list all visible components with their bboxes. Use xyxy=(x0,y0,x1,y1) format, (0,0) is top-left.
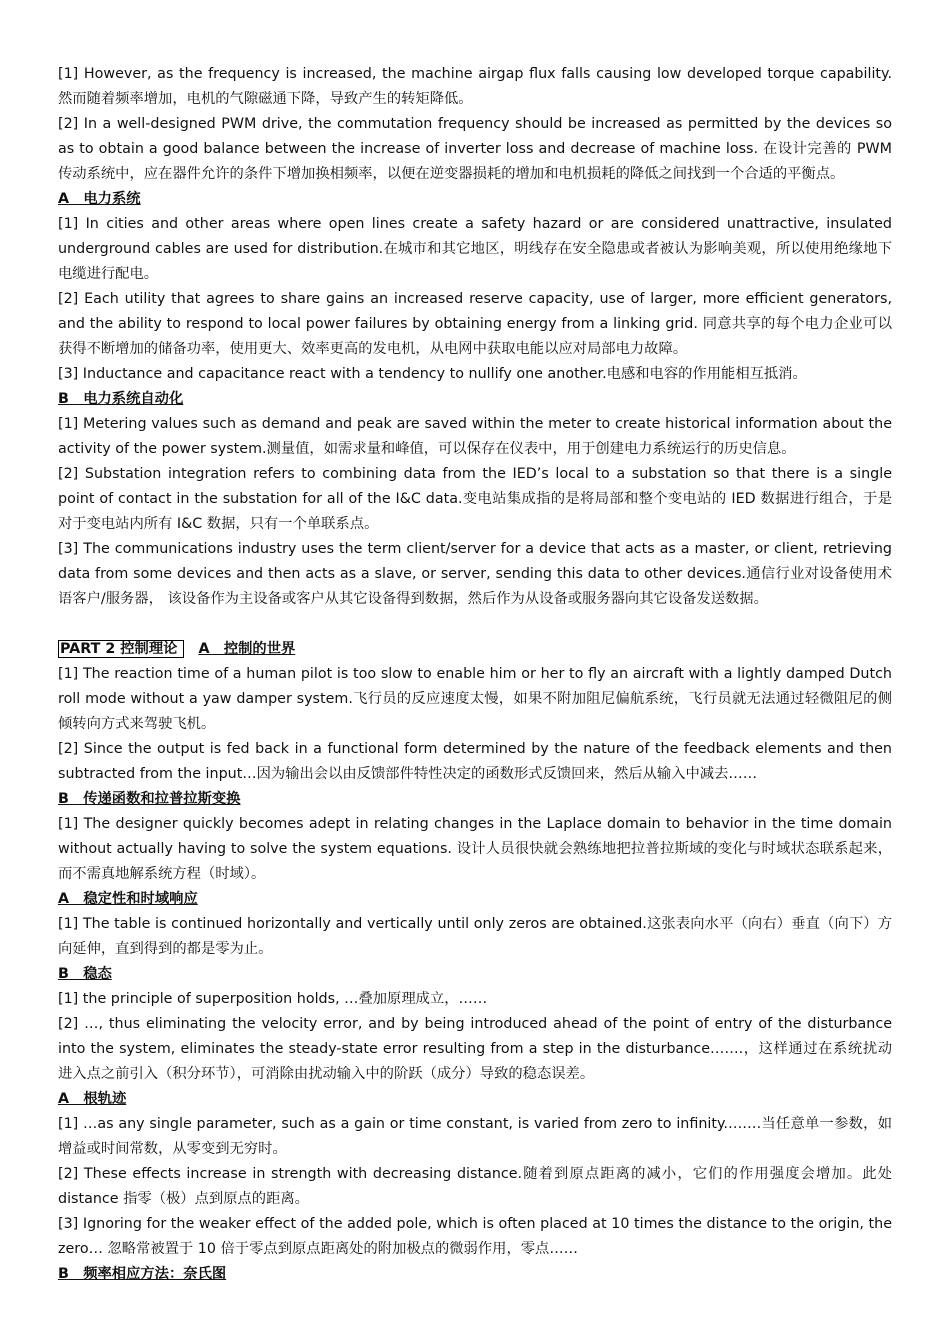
paragraph: [1] The designer quickly becomes adept in relating changes in the Laplace domain to behavior in the time domain without actually having to solve the system equations. 设计人员很快就会熟练地把拉普拉斯域的变化与时域状态联系起来，而不需真地解系统方程（时域）。 xyxy=(58,816,892,882)
section-heading xyxy=(58,887,892,912)
heading-text: B 电力系统自动化 xyxy=(58,391,184,407)
paragraph: [1] The reaction time of a human pilot is too slow to enable him or her to fly an aircraft with a lightly damped Dutch roll mode without a yaw damper system.飞行员的反应速度太慢，如果不附加阻尼偏航系统，飞行员就无法通过轻微阻尼的侧倾转向方式来驾驶飞机。 xyxy=(58,666,892,732)
paragraph: [2] …, thus eliminating the velocity error, and by being introduced ahead of the point of entry of the disturbance into the system, eliminates the steady-state error resulting from a step in the disturbance…….，这样通过在系统扰动进入点之前引入（积分环节），可消除由扰动输入中的阶跃（成分）导致的稳态误差。 xyxy=(58,1016,892,1082)
section-heading xyxy=(58,1262,892,1287)
spacer xyxy=(58,612,892,637)
paragraph: [2] Each utility that agrees to share gains an increased reserve capacity, use of larger, more efficient generators, and the ability to respond to local power failures by obtaining energy from a linking grid. 同意共享的每个电力企业可以获得不断增加的储备功率，使用更大、效率更高的发电机，从电网中获取电能以应对局部电力故障。 xyxy=(58,291,892,357)
heading-text: A 电力系统 xyxy=(58,191,141,207)
paragraph: [3] Inductance and capacitance react with a tendency to nullify one another.电感和电容的作用能相互抵消。 xyxy=(58,366,807,382)
heading-text: B 传递函数和拉普拉斯变换 xyxy=(58,791,241,807)
paragraph: [1] In cities and other areas where open lines create a safety hazard or are considered unattractive, insulated underground cables are used for distribution.在城市和其它地区，明线存在安全隐患或者被认为影响美观，所以使用绝缘地下电缆进行配电。 xyxy=(58,216,892,282)
part-heading xyxy=(58,637,892,662)
paragraph: [1] However, as the frequency is increased, the machine airgap flux falls causing low developed torque capability. 然而随着频率增加，电机的气隙磁通下降，导致产生的转矩降低。 xyxy=(58,66,892,107)
section-heading xyxy=(58,187,892,212)
paragraph: [1] The table is continued horizontally and vertically until only zeros are obtained.这张表向水平（向右）垂直（向下）方向延伸，直到得到的都是零为止。 xyxy=(58,916,892,957)
paragraph: [1] …as any single parameter, such as a gain or time constant, is varied from zero to infinity.…….当任意单一参数，如增益或时间常数，从零变到无穷时。 xyxy=(58,1116,892,1157)
heading-text: B 频率相应方法：奈氏图 xyxy=(58,1266,227,1282)
paragraph: [1] Metering values such as demand and peak are saved within the meter to create historical information about the activity of the power system.测量值，如需求量和峰值，可以保存在仪表中，用于创建电力系统运行的历史信息。 xyxy=(58,416,892,457)
paragraph: [2] Substation integration refers to combining data from the IED’s local to a substation so that there is a single point of contact in the substation for all of the I&C data.变电站集成指的是将局部和整个变电站的 IED 数据进行组合，于是对于变电站内所有 I&C 数据，只有一个单联系点。 xyxy=(58,466,892,532)
paragraph: [2] Since the output is fed back in a functional form determined by the nature of the feedback elements and then subtracted from the input…因为输出会以由反馈部件特性决定的函数形式反馈回来，然后从输入中减去…… xyxy=(58,741,892,782)
section-heading xyxy=(58,1087,892,1112)
part-label: PART 2 控制理论 xyxy=(58,640,184,658)
paragraph: [1] the principle of superposition holds, …叠加原理成立，…… xyxy=(58,991,488,1007)
heading-text: B 稳态 xyxy=(58,966,112,982)
section-heading xyxy=(58,962,892,987)
heading-text: A 控制的世界 xyxy=(198,641,296,657)
paragraph: [3] The communications industry uses the term client/server for a device that acts as a master, or client, retrieving data from some devices and then acts as a slave, or server, sending this data to other devices.通信行业对设备使用术语客户/服务器， 该设备作为主设备或客户从其它设备得到数据，然后作为从设备或服务器向其它设备发送数据。 xyxy=(58,541,892,607)
heading-text: A 根轨迹 xyxy=(58,1091,127,1107)
heading-text: A 稳定性和时域响应 xyxy=(58,891,198,907)
document-page xyxy=(58,62,892,1287)
section-heading xyxy=(58,787,892,812)
paragraph: [2] These effects increase in strength with decreasing distance.随着到原点距离的减小，它们的作用强度会增加。此处 distance 指零（极）点到原点的距离。 xyxy=(58,1166,892,1207)
section-heading xyxy=(58,387,892,412)
paragraph: [2] In a well-designed PWM drive, the commutation frequency should be increased as permitted by the devices so as to obtain a good balance between the increase of inverter loss and decrease of machine loss. 在设计完善的 PWM 传动系统中，应在器件允许的条件下增加换相频率，以便在逆变器损耗的增加和电机损耗的降低之间找到一个合适的平衡点。 xyxy=(58,116,892,182)
paragraph: [3] Ignoring for the weaker effect of the added pole, which is often placed at 10 times the distance to the origin, the zero… 忽略常被置于 10 倍于零点到原点距离处的附加极点的微弱作用，零点…… xyxy=(58,1216,892,1257)
